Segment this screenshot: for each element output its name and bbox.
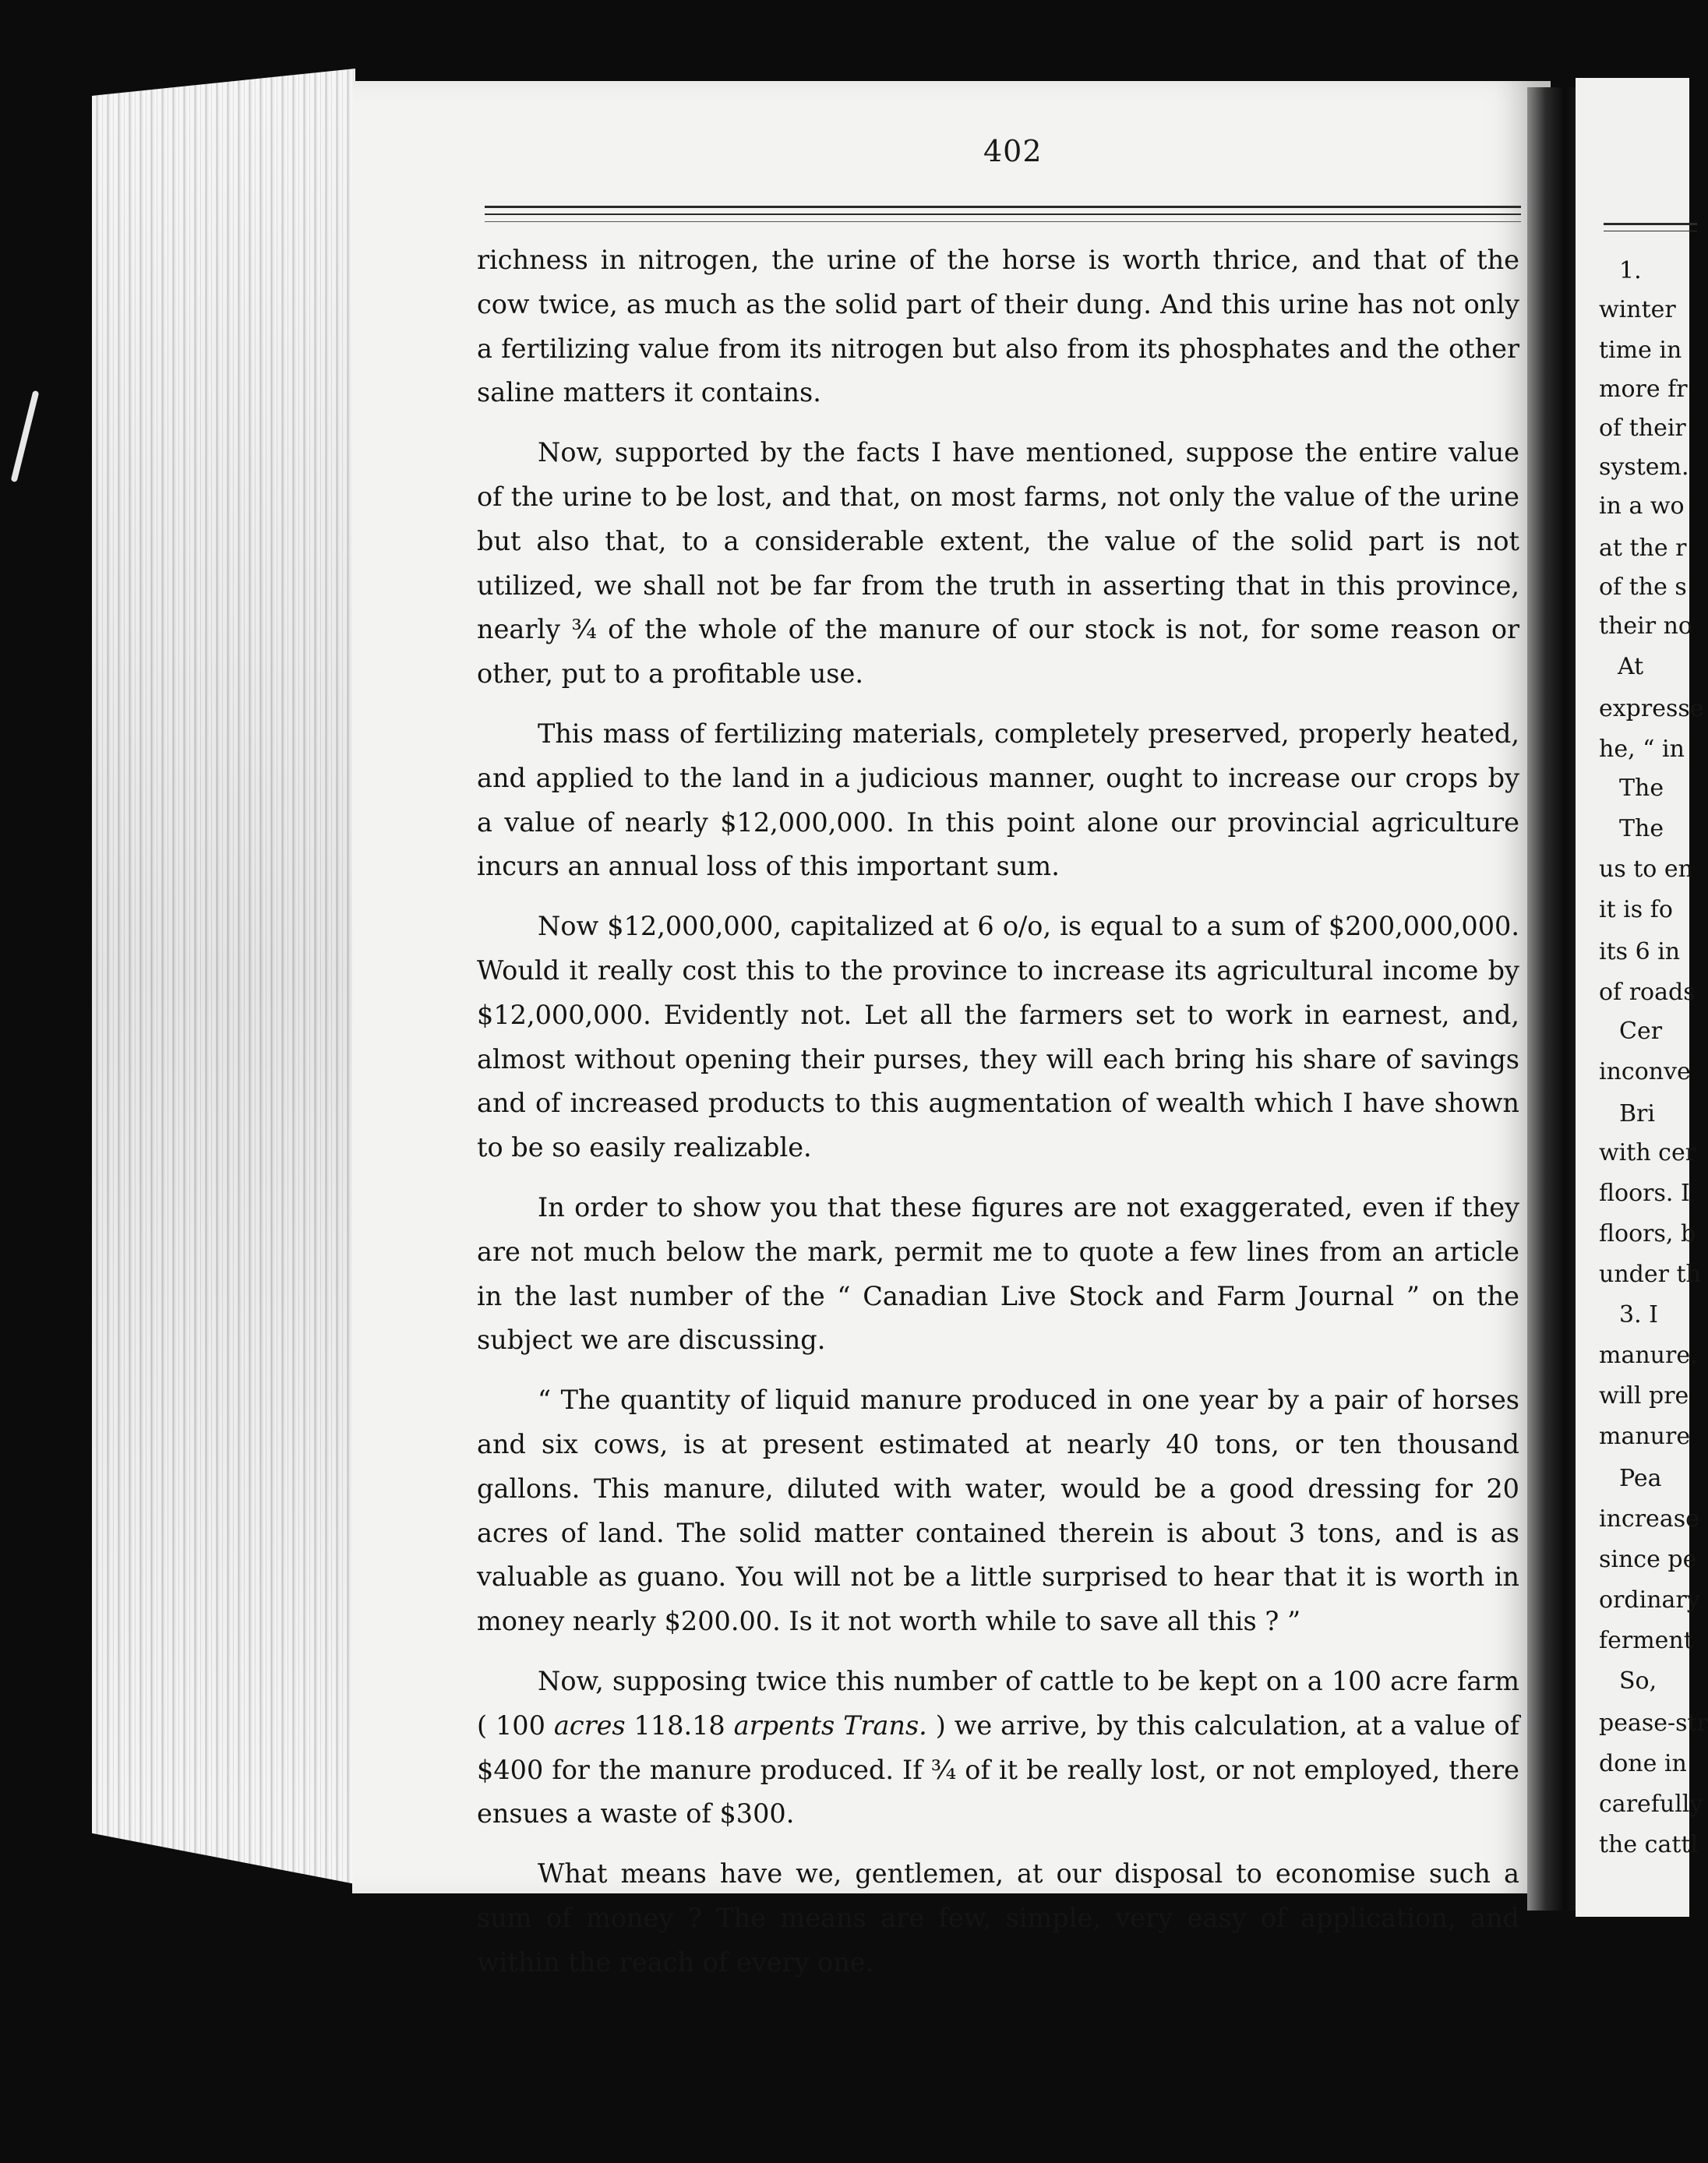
paragraph: What means have we, gentlemen, at our disposal to economise such a sum of money ? The means are few, simple, very easy of application, and within the reach of every one. — [477, 1858, 1519, 1978]
right-page-line-fragment: pease-str — [1599, 1710, 1708, 1737]
right-page-line-fragment: at the r — [1599, 535, 1687, 562]
right-page-line-fragment: of the s — [1599, 573, 1687, 601]
book-gutter — [1527, 87, 1580, 1911]
right-page-header-rule — [1604, 223, 1697, 225]
paragraph: In order to show you that these figures are not exaggerated, even if they are not much below the mark, permit me to quote a few lines from an article in the last number of the “ Canadian Live Stock and Farm Journal ” on the subject we are discussing. — [477, 1191, 1519, 1356]
right-page-line-fragment: floors. I — [1599, 1180, 1690, 1207]
right-page-line-fragment: it is fo — [1599, 896, 1673, 923]
paragraph: Now, supported by the facts I have mentioned, suppose the entire value of the urine to be lost, and that, on most farms, not only the value of the urine but also that, to a considerable extent, the value of the solid part is not utilized, we shall not be far from the truth in asserting that in this province, nearly ¾ of the whole of the manure of our stock is not, for some reason or other, put to a profitable use. — [477, 437, 1519, 690]
right-page-line-fragment: manure. — [1599, 1342, 1698, 1369]
paragraph — [477, 1660, 1519, 1837]
header-rule-secondary — [485, 213, 1521, 215]
paragraph: Now $12,000,000, capitalized at 6 o/o, is equal to a sum of $200,000,000. Would it really cost this to the province to increase its agricultural income by $12,000,000. Evidently not. Let all the farmers set to work in earnest, and, almost without opening their purses, they will each bring his share of savings and of increased products to this augmentation of wealth which I have shown to be so easily realizable. — [477, 911, 1519, 1163]
right-page-line-fragment: since pe — [1599, 1546, 1697, 1573]
right-page-line-fragment: The — [1619, 775, 1664, 802]
right-page-line-fragment: The — [1619, 815, 1664, 842]
right-page-line-fragment: Cer — [1619, 1018, 1663, 1045]
right-page-line-fragment: its 6 in — [1599, 938, 1681, 965]
right-page-line-fragment: manure — [1599, 1423, 1691, 1450]
right-page-line-fragment: under th — [1599, 1261, 1701, 1288]
right-page-line-fragment: winter — [1599, 296, 1676, 323]
right-page-line-fragment: will pre — [1599, 1382, 1689, 1410]
scan-artifact-mark — [11, 390, 40, 482]
right-page-line-fragment: ordinary — [1599, 1586, 1700, 1614]
page-body-text — [477, 238, 1519, 2000]
header-rule — [485, 206, 1521, 208]
right-page-line-fragment: floors, b — [1599, 1220, 1696, 1247]
right-page-line-fragment: system. — [1599, 453, 1689, 481]
header-rule-thin — [485, 221, 1521, 222]
right-page-line-fragment: Pea — [1619, 1465, 1662, 1492]
right-page-line-fragment: ferment — [1599, 1627, 1693, 1654]
right-page-line-fragment: of their — [1599, 415, 1686, 442]
right-page-line-fragment: their no — [1599, 612, 1692, 640]
quotation-paragraph: “ The quantity of liquid manure produced in one year by a pair of horses and six cows, is at present estimated at nearly 40 tons, or ten thousand gallons. This manure, diluted with water, would be a good dressing for 20 acres of land. The solid matter contained therein is about 3 tons, and is as valuable as guano. You will not be a little surprised to hear that it is worth in money nearly $200.00. Is it not worth while to save all this ? ” — [477, 1385, 1519, 1637]
right-page-line-fragment: At — [1618, 653, 1644, 680]
page-stack-edges — [92, 69, 355, 1884]
paragraph-text: ) we arrive, by this calculation, at a value of $400 for the manure produced. If ¾ of it be really lost, or not employed, there ensues a waste of $300. — [477, 1710, 1520, 1830]
italic-term: arpents Trans. — [733, 1710, 927, 1741]
right-page-line-fragment: carefully — [1599, 1791, 1703, 1818]
page-number: 402 — [983, 134, 1043, 168]
right-page-line-fragment: 3. I — [1619, 1301, 1659, 1328]
right-page-line-fragment: done in — [1599, 1750, 1687, 1777]
right-page-line-fragment: more fr — [1599, 376, 1688, 403]
right-page-line-fragment: time in — [1599, 337, 1682, 364]
right-page-line-fragment: the cattl — [1599, 1831, 1699, 1858]
paragraph: richness in nitrogen, the urine of the horse is worth thrice, and that of the cow twice, as much as the solid part of their dung. And this urine has not only a fertilizing value from its nitrogen but also from its phosphates and the other saline matters it contains. — [477, 245, 1519, 408]
right-page-line-fragment: us to en — [1599, 856, 1693, 883]
right-page-line-fragment: he, “ in — [1599, 736, 1685, 763]
right-page-line-fragment: in a wo — [1599, 492, 1685, 520]
right-page-line-fragment: with cer — [1599, 1139, 1697, 1166]
paragraph: This mass of fertilizing materials, completely preserved, properly heated, and applied to the land in a judicious manner, ought to increase our crops by a value of nearly $12,000,000. In this point alone our provincial agriculture incurs an annual loss of this important sum. — [477, 718, 1519, 882]
right-page — [1576, 78, 1708, 1917]
paragraph-text: 118.18 — [625, 1710, 734, 1741]
right-page-line-fragment: So, — [1619, 1667, 1657, 1695]
right-page-line-fragment: increase — [1599, 1505, 1699, 1533]
right-page-line-fragment: of roads — [1599, 979, 1696, 1006]
paragraph-text: Now, supposing twice this number of cattle to be kept on a 100 acre farm ( 100 — [477, 1665, 1519, 1741]
right-page-line-fragment: 1. — [1619, 257, 1642, 284]
right-page-line-fragment: expresse — [1599, 695, 1704, 722]
italic-term: acres — [553, 1710, 626, 1741]
right-page-line-fragment: Bri — [1619, 1100, 1655, 1127]
right-page-line-fragment: inconve — [1599, 1058, 1691, 1085]
